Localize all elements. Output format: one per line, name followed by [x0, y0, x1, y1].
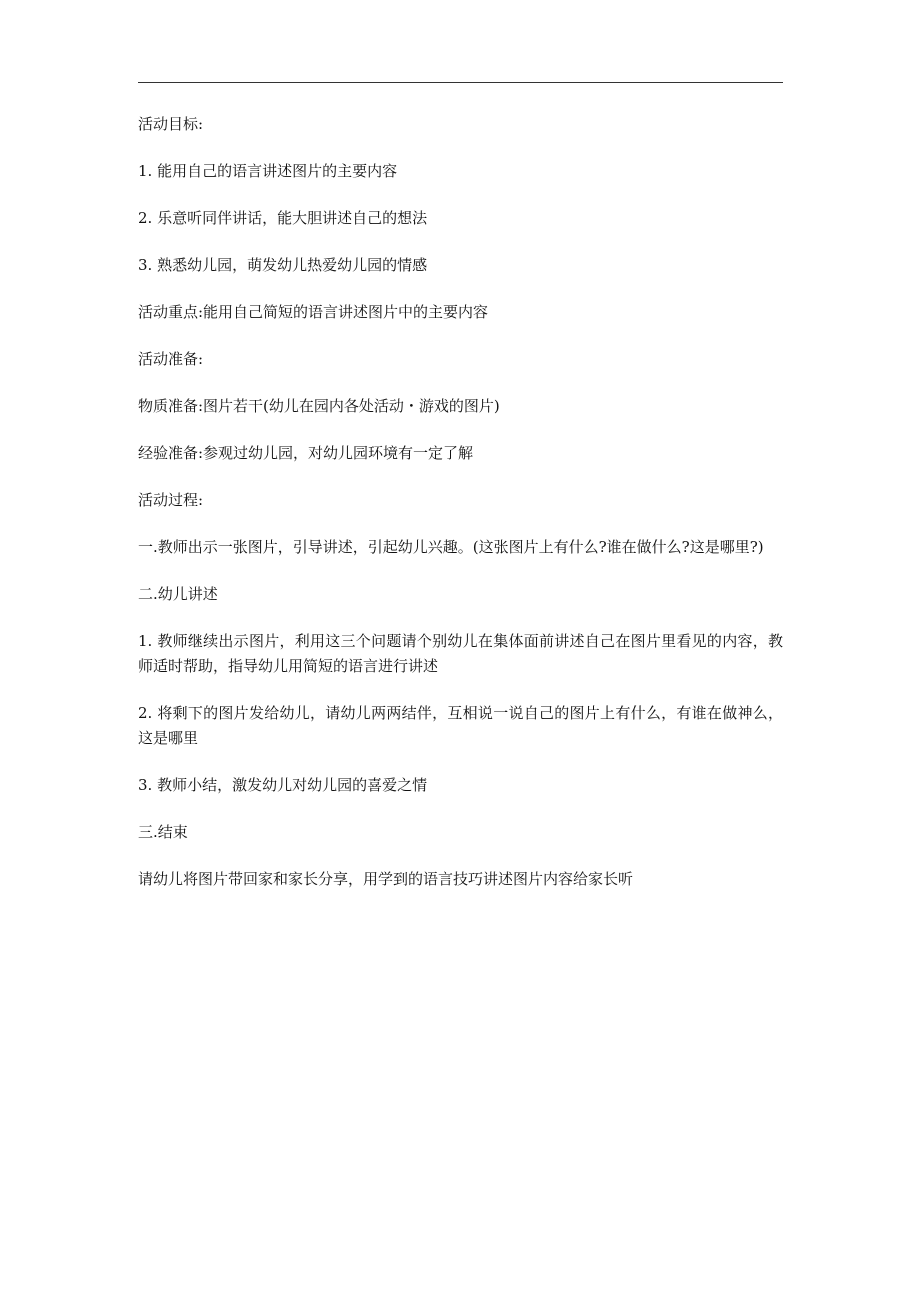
document-body — [138, 112, 783, 914]
goal-item-2: 2. 乐意听同伴讲话，能大胆讲述自己的想法 — [138, 209, 428, 227]
process-step-2-heading: 二.幼儿讲述 — [138, 585, 218, 603]
process-step-1: 一.教师出示一张图片，引导讲述，引起幼儿兴趣。(这张图片上有什么?谁在做什么?这是哪里?) — [138, 538, 764, 556]
goal-item-3: 3. 熟悉幼儿园，萌发幼儿热爱幼儿园的情感 — [138, 256, 428, 274]
experience-preparation-paragraph: 经验准备:参观过幼儿园，对幼儿园环境有一定了解 — [138, 444, 474, 462]
process-step-3-heading: 三.结束 — [138, 823, 188, 841]
section-heading-goals: 活动目标: — [138, 115, 204, 133]
header-rule — [138, 82, 783, 83]
process-substep-3: 3. 教师小结，激发幼儿对幼儿园的喜爱之情 — [138, 776, 428, 794]
process-substep-1: 1. 教师继续出示图片，利用这三个问题请个别幼儿在集体面前讲述自己在图片里看见的内容，教师适时帮助，指导幼儿用简短的语言进行讲述 — [138, 632, 783, 675]
section-heading-process: 活动过程: — [138, 491, 204, 509]
goal-item-1: 1. 能用自己的语言讲述图片的主要内容 — [138, 162, 398, 180]
closing-paragraph: 请幼儿将图片带回家和家长分享，用学到的语言技巧讲述图片内容给家长听 — [138, 870, 634, 888]
process-substep-2: 2. 将剩下的图片发给幼儿，请幼儿两两结伴，互相说一说自己的图片上有什么，有谁在做神么，这是哪里 — [138, 704, 783, 747]
key-point-paragraph: 活动重点:能用自己简短的语言讲述图片中的主要内容 — [138, 303, 489, 321]
section-heading-preparation: 活动准备: — [138, 350, 204, 368]
material-preparation-paragraph: 物质准备:图片若干(幼儿在园内各处活动・游戏的图片) — [138, 397, 500, 415]
